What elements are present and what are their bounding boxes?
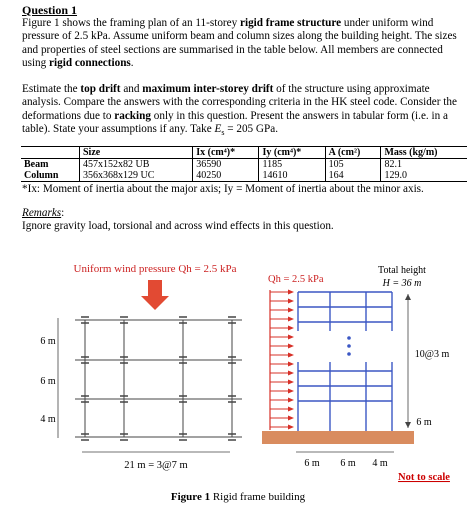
elev-dim-1: 6 m xyxy=(304,458,320,469)
load-arrow-head-icon xyxy=(288,308,294,313)
load-arrow-head-icon xyxy=(288,389,294,394)
load-arrow-head-icon xyxy=(288,299,294,304)
question-title: Question 1 xyxy=(22,3,78,17)
load-arrow-head-icon xyxy=(288,326,294,331)
load-arrow-head-icon xyxy=(288,290,294,295)
row-name: Beam xyxy=(24,159,49,170)
load-arrow-head-icon xyxy=(288,380,294,385)
arrow-down-icon xyxy=(405,422,411,428)
cell-iy: 14610 xyxy=(259,170,325,182)
elev-dim-3: 4 m xyxy=(372,458,388,469)
wind-arrow-icon xyxy=(141,280,169,310)
figure-caption xyxy=(171,491,306,503)
cell-area: 164 xyxy=(325,170,381,182)
continuation-dot xyxy=(347,352,351,356)
load-arrow-head-icon xyxy=(288,371,294,376)
elevation-frame xyxy=(298,292,392,431)
table-header-ix: Ix (cm⁴)* xyxy=(193,147,259,159)
cell-ix: 36590 xyxy=(193,159,259,171)
plan-dim-2: 6 m xyxy=(40,376,56,387)
plan-grid xyxy=(75,317,242,440)
row-name: Column xyxy=(21,170,80,182)
plan-dim-3: 4 m xyxy=(40,414,56,425)
total-height-value: H = 36 m xyxy=(382,278,422,289)
question-paragraph-1: Figure 1 shows the framing plan of an 11-storey rigid frame structure under uniform wind pressure of 2.5 kPa. Assume uniform beam and column sizes along the building height. The sizes and properties of steel sections are summarised in the table below. All members are connected using rigid connections. xyxy=(22,17,457,70)
load-arrow-head-icon xyxy=(288,407,294,412)
base-storey-height: 6 m xyxy=(416,417,432,428)
continuation-dot xyxy=(347,344,351,348)
remarks-text: Ignore gravity load, torsional and across wind effects in this question. xyxy=(22,220,334,232)
remarks-label: Remarks: xyxy=(22,207,65,219)
continuation-dot xyxy=(347,336,351,340)
load-arrow-head-icon xyxy=(288,353,294,358)
plan-wind-label: Uniform wind pressure Qh = 2.5 kPa xyxy=(73,263,237,275)
elevation-load-label: Qh = 2.5 kPa xyxy=(268,274,324,285)
load-arrows xyxy=(270,290,294,431)
table-header-mass: Mass (kg/m) xyxy=(381,147,467,159)
elev-dim-2: 6 m xyxy=(340,458,356,469)
total-height-label: Total height xyxy=(378,265,426,276)
arrow-up-icon xyxy=(405,294,411,300)
table-header-area: A (cm²) xyxy=(325,147,381,159)
ground-base xyxy=(262,431,414,444)
load-arrow-head-icon xyxy=(288,317,294,322)
load-arrow-head-icon xyxy=(288,425,294,430)
load-arrow-head-icon xyxy=(288,416,294,421)
table-header-iy: Iy (cm⁴)* xyxy=(259,147,325,159)
cell-mass: 129.0 xyxy=(381,170,467,182)
table-header-size: Size xyxy=(80,147,193,159)
load-arrow-head-icon xyxy=(288,344,294,349)
typical-storey-height: 10@3 m xyxy=(414,349,450,360)
question-paragraph-2: Estimate the top drift and maximum inter-storey drift of the structure using approximate analysis. Compare the answers with the corresponding criteria in the HK steel code. Consider the deformations due to racking only in this question. Present the answers in tabular form (i.e. in a table). State your assumptions if any. Take $E_s = 205$ GPa. xyxy=(22,83,457,138)
caption-text: Rigid frame building xyxy=(210,491,306,503)
cell-iy: 1185 xyxy=(259,159,325,171)
cell-size: 356x368x129 UC xyxy=(80,170,193,182)
load-arrow-head-icon xyxy=(288,362,294,367)
plan-bottom-dim: 21 m = 3@7 m xyxy=(124,460,188,471)
load-arrow-head-icon xyxy=(288,335,294,340)
table-footnote: *Ix: Moment of inertia about the major axis; Iy = Moment of inertia about the minor axis. xyxy=(22,183,424,195)
cell-mass: 82.1 xyxy=(381,159,467,171)
cell-area: 105 xyxy=(325,159,381,171)
plan-dim-1: 6 m xyxy=(40,336,56,347)
cell-size: 457x152x82 UB xyxy=(80,159,193,171)
cell-ix: 40250 xyxy=(193,170,259,182)
caption-bold: Figure 1 xyxy=(170,491,211,503)
not-to-scale-label: Not to scale xyxy=(398,472,450,483)
load-arrow-head-icon xyxy=(288,398,294,403)
